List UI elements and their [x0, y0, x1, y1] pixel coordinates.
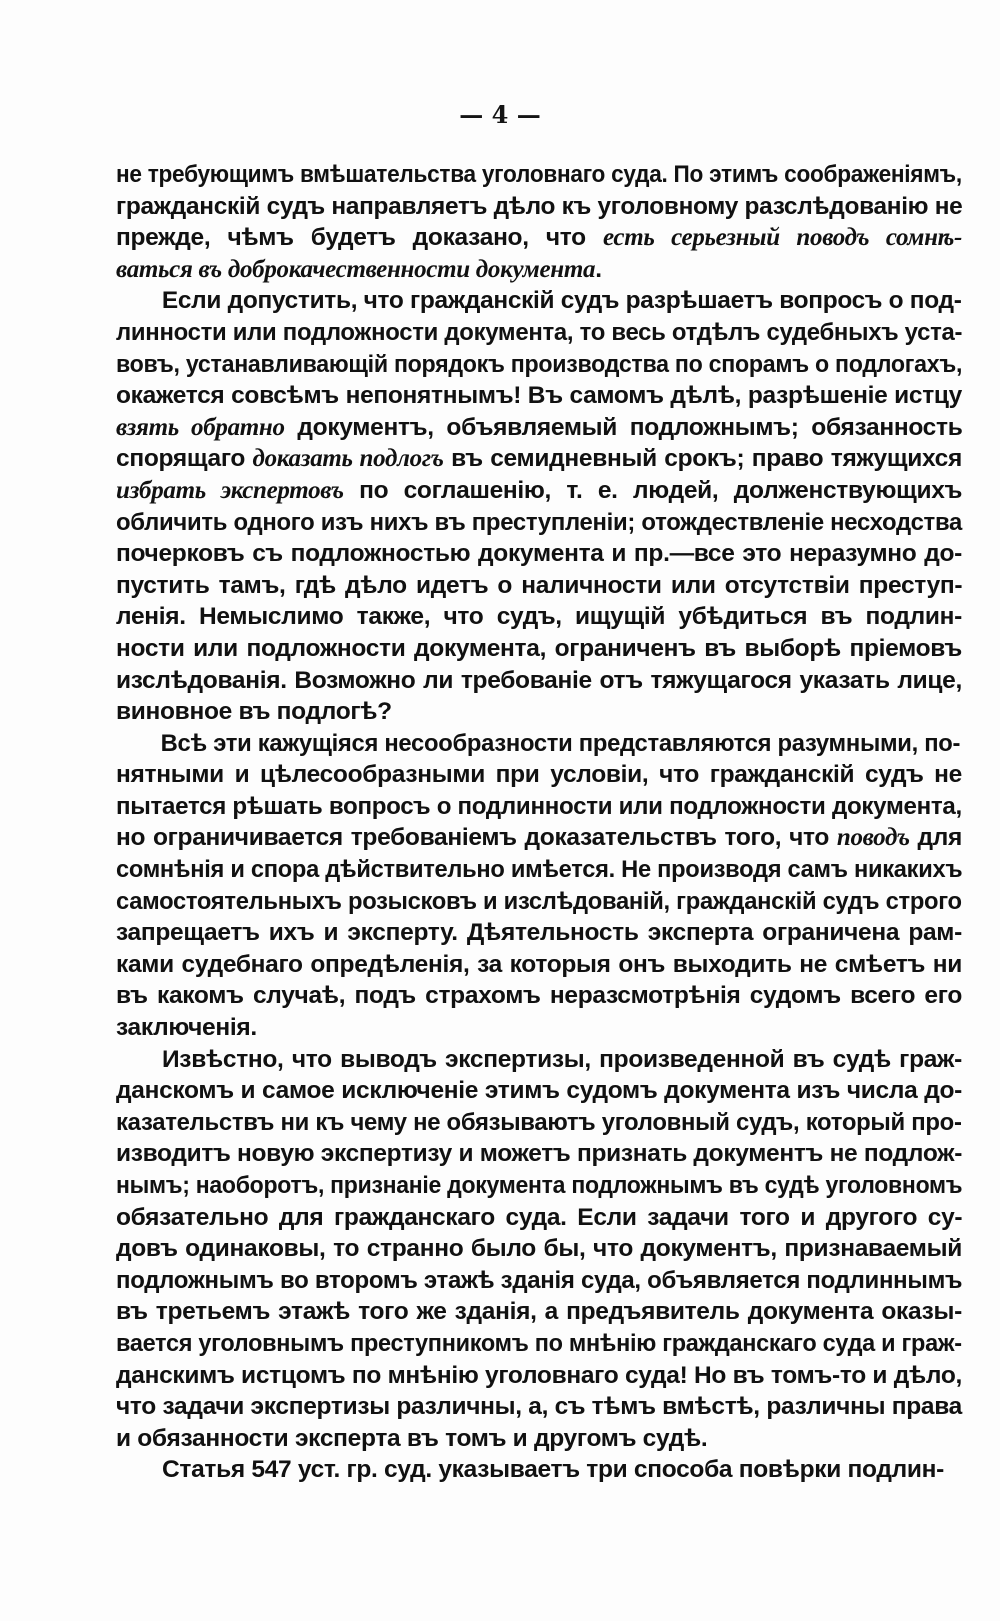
- text-run: Если допустить, что гражданскій судъ разрѣшаетъ вопросъ о под-: [161, 287, 962, 315]
- text-line: [116, 601, 962, 633]
- text-line: [116, 1107, 962, 1139]
- text-line: [116, 917, 962, 949]
- text-line: [116, 949, 962, 981]
- text-run: ности или подложности документа, ограниченъ въ выборѣ пріемовъ: [116, 634, 962, 662]
- text-run: обязательно для гражданскаго суда. Если задачи того и другого су-: [116, 1203, 963, 1231]
- text-run: линности или подложности документа, то весь отдѣлъ судебныхъ уста-: [116, 318, 963, 346]
- text-line: [116, 633, 962, 665]
- text-run: нятными и цѣлесообразными при условіи, что гражданскій судъ не: [116, 761, 962, 789]
- text-line: [116, 412, 962, 444]
- text-line: [116, 538, 962, 570]
- text-line: [116, 285, 960, 317]
- text-run: документъ, объявляемый подложнымъ; обязанность: [284, 413, 963, 441]
- text-line: [116, 1012, 962, 1044]
- text-line: [116, 1044, 962, 1076]
- text-line: [116, 191, 963, 223]
- text-run: гражданскій судъ направляетъ дѣло къ уголовному разслѣдованію не: [116, 192, 963, 220]
- text-line: [116, 507, 963, 539]
- paragraph: [116, 1454, 962, 1486]
- paragraph: [116, 728, 962, 1044]
- text-run: заключенія.: [116, 1014, 257, 1042]
- text-run: Всѣ эти кажущіяся несообразности представляются разумными, по-: [160, 729, 961, 757]
- italic-text: доказать подлогъ: [252, 445, 444, 473]
- text-line: [116, 665, 962, 697]
- italic-text: есть серьезный поводъ сомнѣ-: [602, 224, 963, 252]
- text-run: для: [909, 824, 963, 852]
- text-run: вовъ, устанавливающій порядокъ производства по спорамъ о подлогахъ,: [116, 350, 963, 378]
- text-line: [116, 1296, 962, 1328]
- text-line: [116, 1138, 961, 1170]
- text-run: виновное въ подлогѣ?: [116, 698, 392, 726]
- text-run: запрещаетъ ихъ и эксперту. Дѣятельность эксперта ограничена рам-: [116, 919, 962, 947]
- text-run: довъ одинаковы, то странно было бы, что документъ, признаваемый: [116, 1235, 962, 1263]
- text-line: [116, 317, 963, 349]
- text-run: почерковъ съ подложностью документа и пр.—все это неразумно до-: [116, 540, 962, 568]
- text-line: [116, 349, 963, 381]
- text-line: [116, 728, 961, 760]
- text-run: обличить одного изъ нихъ въ преступленіи; отождествленіе несходства: [116, 508, 963, 536]
- text-line: [116, 1328, 962, 1360]
- text-run: вается уголовнымъ преступникомъ по мнѣнію гражданскаго суда и граж-: [116, 1329, 962, 1357]
- text-line: [116, 1170, 963, 1202]
- text-line: [116, 1233, 962, 1265]
- text-run: ленія. Немыслимо также, что судъ, ищущій убѣдиться въ подлин-: [116, 603, 962, 631]
- page-number: — 4 —: [459, 100, 541, 129]
- text-line: [116, 854, 963, 886]
- text-run: пустить тамъ, гдѣ дѣло идетъ о наличности или отсутствіи преступ-: [116, 571, 963, 599]
- italic-text: избрать экспертовъ: [116, 476, 344, 504]
- text-line: [116, 1265, 963, 1297]
- text-line: [116, 759, 962, 791]
- text-run: въ третьемъ этажѣ того же зданія, а предъявитель документа оказы-: [116, 1298, 962, 1326]
- text-line: [116, 822, 962, 854]
- text-line: [116, 1360, 962, 1392]
- text-run: что задачи экспертизы различны, а, съ тѣмъ вмѣстѣ, различны права: [116, 1393, 962, 1421]
- text-line: [116, 222, 962, 254]
- text-line: [116, 254, 962, 286]
- text-line: [116, 980, 962, 1012]
- italic-text: ваться въ доброкачественности документа: [116, 255, 596, 283]
- text-run: спорящаго: [116, 445, 253, 473]
- text-run: окажется совсѣмъ непонятнымъ! Въ самомъ дѣлѣ, разрѣшеніе истцу: [116, 382, 962, 410]
- paragraph: [116, 1044, 962, 1455]
- text-line: [116, 1391, 962, 1423]
- text-run: изводитъ новую экспертизу и можетъ признать документъ не подлож-: [116, 1140, 963, 1168]
- paragraph: [116, 285, 962, 727]
- text-line: [116, 1454, 962, 1486]
- italic-text: поводъ: [836, 824, 910, 852]
- text-line: [116, 1423, 962, 1455]
- text-run: .: [595, 255, 602, 283]
- text-line: [116, 886, 962, 918]
- text-line: [116, 159, 962, 191]
- text-run: Статья 547 уст. гр. суд. указываетъ три способа повѣрки подлин-: [162, 1456, 944, 1484]
- text-run: подложнымъ во второмъ этажѣ зданія суда, объявляется подлиннымъ: [116, 1266, 963, 1294]
- paragraph: [116, 159, 962, 285]
- text-run: въ семидневный срокъ; право тяжущихся: [443, 445, 963, 473]
- text-run: казательствъ ни къ чему не обязываютъ уголовный судъ, который про-: [116, 1108, 962, 1136]
- text-run: и обязанности эксперта въ томъ и другомъ судѣ.: [116, 1424, 708, 1452]
- text-run: не требующимъ вмѣшательства уголовнаго суда. По этимъ соображеніямъ,: [116, 161, 962, 188]
- text-run: данскомъ и самое исключеніе этимъ судомъ документа изъ числа до-: [116, 1077, 962, 1105]
- text-line: [116, 475, 962, 507]
- text-line: [116, 1202, 962, 1234]
- text-line: [116, 791, 962, 823]
- text-run: прежде, чѣмъ будетъ доказано, что: [116, 224, 603, 252]
- text-run: сомнѣнія и спора дѣйствительно имѣется. Не производя самъ никакихъ: [116, 856, 963, 884]
- text-line: [116, 380, 962, 412]
- text-line: [116, 570, 962, 602]
- text-run: нымъ; наоборотъ, признаніе документа подложнымъ въ судѣ уголовномъ: [116, 1172, 963, 1199]
- body-text: [116, 159, 962, 1486]
- text-run: пытается рѣшать вопросъ о подлинности или подложности документа,: [116, 792, 962, 820]
- text-line: [116, 443, 962, 475]
- text-line: [116, 1075, 962, 1107]
- text-run: самостоятельныхъ розысковъ и изслѣдованій, гражданскій судъ строго: [116, 887, 962, 915]
- text-run: данскимъ истцомъ по мнѣнію уголовнаго суда! Но въ томъ-то и дѣло,: [116, 1361, 962, 1389]
- text-run: но ограничивается требованіемъ доказательствъ того, что: [116, 824, 837, 852]
- text-run: ками судебнаго опредѣленія, за которыя онъ выходить не смѣетъ ни: [116, 950, 962, 978]
- text-line: [116, 696, 962, 728]
- text-run: Извѣстно, что выводъ экспертизы, произведенной въ судѣ граж-: [162, 1045, 962, 1073]
- text-run: изслѣдованія. Возможно ли требованіе отъ тяжущагося указать лице,: [116, 666, 962, 694]
- text-run: въ какомъ случаѣ, подъ страхомъ неразсмотрѣнія судомъ всего его: [116, 982, 962, 1010]
- text-run: по соглашенію, т. е. людей, долженствующихъ: [343, 476, 963, 504]
- italic-text: взять обратно: [116, 413, 285, 441]
